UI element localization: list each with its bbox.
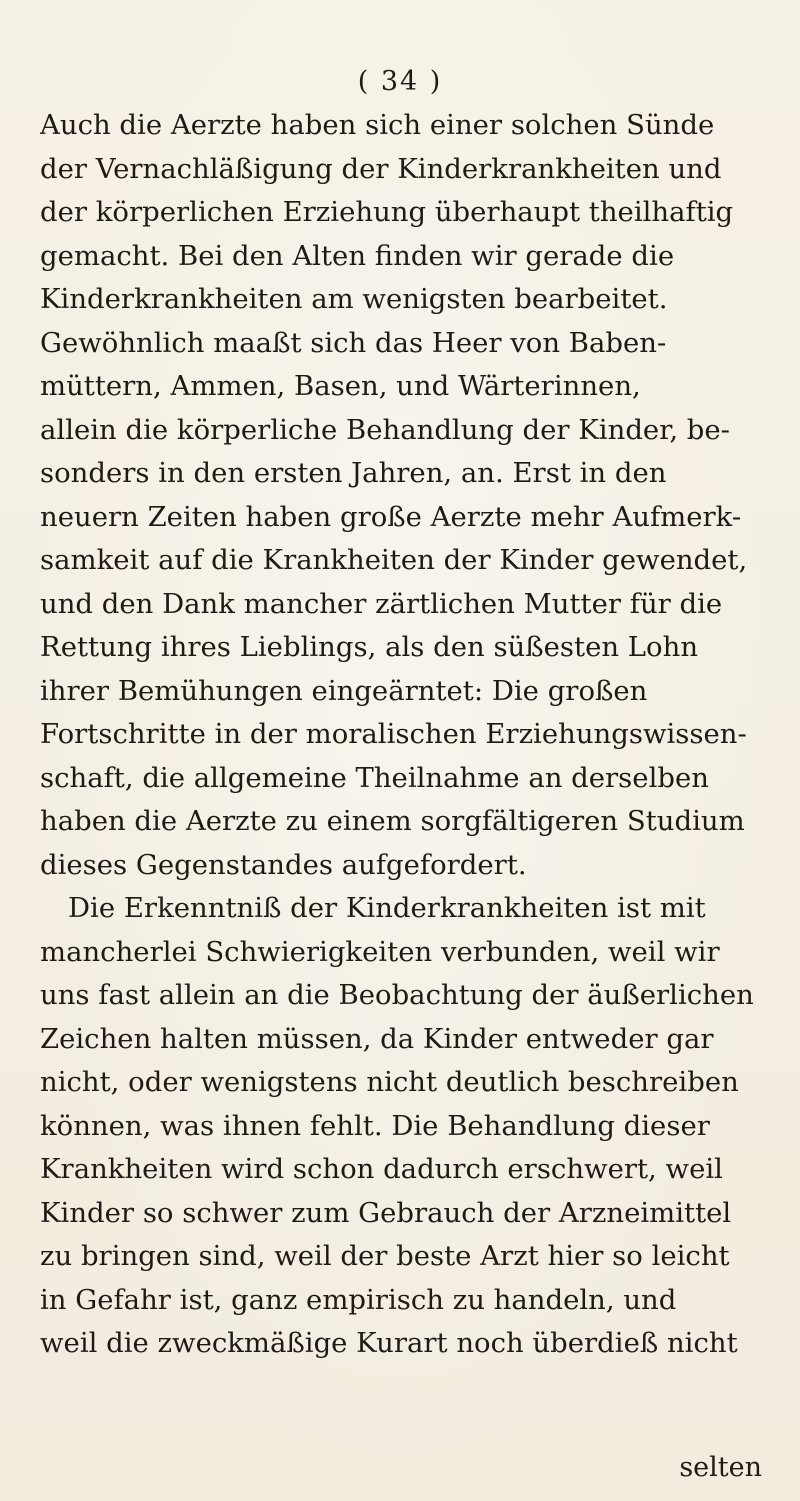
text-line: müttern, Ammen, Basen, und Wärterinnen, <box>40 370 641 402</box>
text-line: mancherlei Schwierigkeiten verbunden, weil wir <box>40 935 720 968</box>
text-line: können, was ihnen fehlt. Die Behandlung dieser <box>40 1109 710 1142</box>
text-line: der körperlichen Erziehung überhaupt theilhaftig <box>40 196 734 228</box>
text-line: nicht, oder wenigstens nicht deutlich beschreiben <box>40 1066 739 1098</box>
text-line: gemacht. Bei den Alten finden wir gerade die <box>40 239 675 272</box>
text-line: in Gefahr ist, ganz empirisch zu handeln, und <box>40 1283 677 1316</box>
text-line: Krankheiten wird schon dadurch erschwert, weil <box>40 1153 723 1185</box>
text-line: dieses Gegenstandes aufgefordert. <box>40 848 527 881</box>
text-line: samkeit auf die Krankheiten der Kinder gewendet, <box>40 544 748 576</box>
text-line: schaft, die allgemeine Theilnahme an derselben <box>40 761 709 794</box>
text-line: uns fast allein an die Beobachtung der äußerlichen <box>40 979 754 1011</box>
text-line: allein die körperliche Behandlung der Kinder, be- <box>40 413 730 446</box>
text-line: Kinder so schwer zum Gebrauch der Arzneimittel <box>40 1196 732 1229</box>
text-line: Kinderkrankheiten am wenigsten bearbeitet. <box>40 283 668 315</box>
paragraph-start-line: Die Erkenntniß der Kinderkrankheiten ist mit <box>68 892 706 924</box>
text-line: und den Dank mancher zärtlichen Mutter für die <box>40 587 723 620</box>
text-line: Fortschritte in der moralischen Erziehungswissen- <box>40 718 747 750</box>
text-line: Rettung ihres Lieblings, als den süßesten Lohn <box>40 631 699 663</box>
text-line: sonders in den ersten Jahren, an. Erst in den <box>40 457 667 489</box>
text-line: weil die zweckmäßige Kurart noch überdieß nicht <box>40 1327 738 1359</box>
text-line: der Vernachläßigung der Kinderkrankheiten und <box>40 152 722 185</box>
text-line: neuern Zeiten haben große Aerzte mehr Aufmerk- <box>40 500 742 533</box>
text-line: zu bringen sind, weil der beste Arzt hier so leicht <box>40 1240 730 1272</box>
page-number: ( 34 ) <box>357 66 443 97</box>
text-line: Gewöhnlich maaßt sich das Heer von Baben- <box>40 326 667 359</box>
text-line: ihrer Bemühungen eingeärntet: Die großen <box>40 674 648 707</box>
text-line: Auch die Aerzte haben sich einer solchen Sünde <box>40 109 715 141</box>
text-line: haben die Aerzte zu einem sorgfältigeren Studium <box>40 805 745 837</box>
body-text <box>40 104 765 1366</box>
text-line: Zeichen halten müssen, da Kinder entweder gar <box>40 1022 714 1055</box>
catchword: selten <box>679 1452 762 1483</box>
